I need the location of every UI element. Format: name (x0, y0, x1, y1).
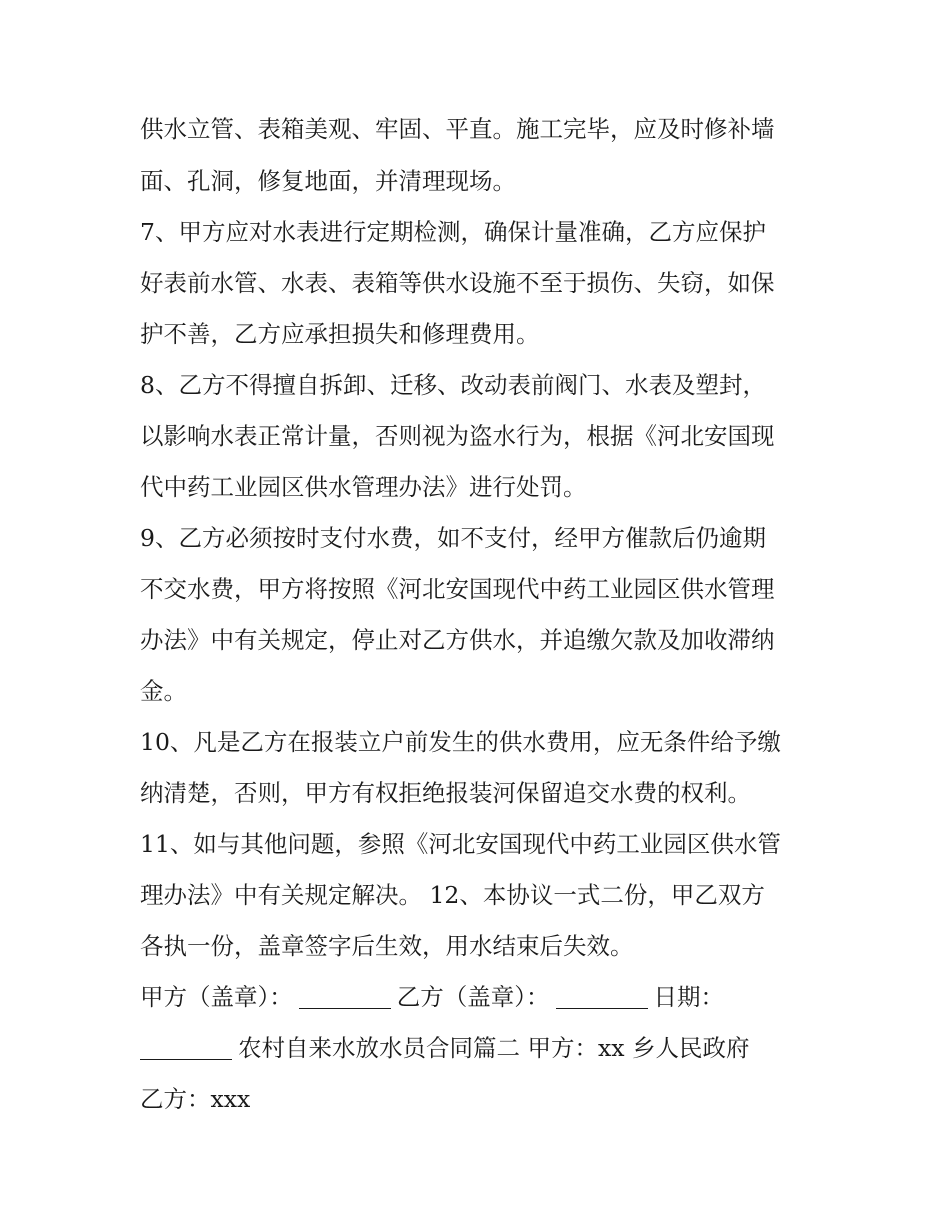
party-a-seal-blank (299, 984, 391, 1009)
text-line: 护不善，乙方应承担损失和修理费用。 (140, 320, 540, 348)
party-b-seal-label: 乙方（盖章）： (396, 983, 550, 1011)
text-line: 好表前水管、水表、表箱等供水设施不至于损伤、失窃，如保 (140, 269, 775, 297)
party-b-line: 乙方：xxx (140, 1085, 251, 1113)
date-line (140, 1031, 840, 1065)
signature-line (140, 980, 840, 1014)
clause-8: 8、乙方不得擅自拆卸、迁移、改动表前阀门、水表及塑封， (140, 371, 766, 399)
party-a-seal-label: 甲方（盖章）： (140, 983, 293, 1011)
date-blank (140, 1035, 232, 1060)
text-line: 纳清楚，否则，甲方有权拒绝报装河保留追交水费的权利。 (140, 779, 751, 807)
clause-11: 11、如与其他问题，参照《河北安国现代中药工业园区供水管 (140, 830, 781, 858)
party-b-seal-blank (556, 984, 648, 1009)
text-line: 供水立管、表箱美观、牢固、平直。施工完毕，应及时修补墙 (140, 115, 775, 143)
text-line: 各执一份，盖章签字后生效，用水结束后失效。 (140, 932, 634, 960)
date-label: 日期： (653, 983, 724, 1011)
text-line: 不交水费，甲方将按照《河北安国现代中药工业园区供水管理 (140, 575, 775, 603)
clause-7: 7、甲方应对水表进行定期检测，确保计量准确，乙方应保护 (140, 218, 766, 246)
text-line: 面、孔洞，修复地面，并清理现场。 (140, 167, 516, 195)
clause-9: 9、乙方必须按时支付水费，如不支付，经甲方催款后仍逾期 (140, 524, 766, 552)
text-line: 代中药工业园区供水管理办法》进行处罚。 (140, 473, 587, 501)
clause-10: 10、凡是乙方在报装立户前发生的供水费用，应无条件给予缴 (140, 728, 781, 756)
text-line: 办法》中有关规定，停止对乙方供水，并追缴欠款及加收滞纳 (140, 626, 775, 654)
next-section-heading: 农村自来水放水员合同篇二 甲方：xx 乡人民政府 (238, 1034, 750, 1062)
text-line: 以影响水表正常计量，否则视为盗水行为，根据《河北安国现 (140, 422, 775, 450)
text-line: 金。 (140, 677, 187, 705)
clause-12: 理办法》中有关规定解决。 12、本协议一式二份，甲乙双方 (140, 881, 765, 909)
